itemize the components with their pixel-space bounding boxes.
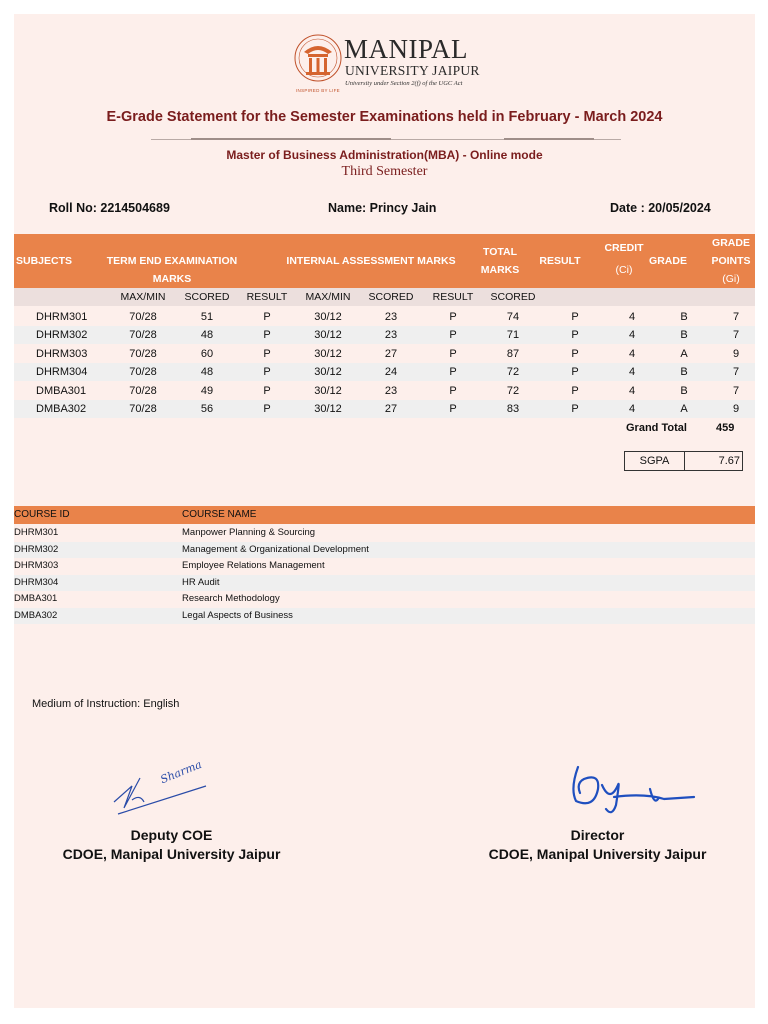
seal-motto: INSPIRED BY LIFE [296,88,340,93]
ia-maxmin-cell: 30/12 [314,384,342,397]
ia-maxmin-cell: 30/12 [314,347,342,360]
subheader-total-scored: SCORED [490,291,536,303]
header-credit: (Ci) [615,264,633,276]
medium-of-instruction: Medium of Instruction: English [32,698,180,710]
marks-row [14,400,755,418]
grade-points-cell: 7 [732,384,740,397]
te-maxmin-cell: 70/28 [129,311,157,323]
grade-statement-sheet [14,14,755,1008]
deputy-coe-signature [110,756,220,826]
roll-number: Roll No: 2214504689 [49,201,170,215]
te-result-cell: P [263,347,271,360]
course-name-cell: Management & Organizational Development [182,543,369,555]
grade-points-cell: 9 [732,403,740,415]
header-grade: GRADE [649,255,687,267]
marks-row [14,345,755,363]
te-scored-cell: 48 [200,366,214,379]
header-total: MARKS [480,264,520,276]
credit-cell: 4 [628,366,636,379]
course-id-cell: DHRM303 [14,560,59,571]
course-name-cell: Legal Aspects of Business [182,609,293,621]
te-scored-cell: 48 [200,329,214,342]
credit-cell: 4 [628,347,636,360]
total-cell: 72 [506,366,520,379]
director-org: CDOE, Manipal University Jaipur [488,846,707,862]
course-row [14,525,755,542]
course-id-cell: DHRM304 [14,576,59,588]
ia-scored-cell: 27 [384,403,398,415]
deputy-coe-block [54,826,289,864]
marks-row [14,382,755,400]
course-id-header: COURSE ID [14,509,70,520]
course-name-cell: Research Methodology [182,593,280,604]
marks-row [14,363,755,381]
te-maxmin-cell: 70/28 [129,403,157,415]
subheader-ia-scored: SCORED [368,291,414,303]
result-cell: P [571,329,579,342]
course-name-header: COURSE NAME [182,509,257,520]
course-row [14,608,755,625]
grade-cell: B [680,329,688,342]
grand-total-value: 459 [716,422,735,434]
ia-result-cell: P [449,329,457,342]
te-scored-cell: 56 [200,403,214,415]
result-cell: P [571,403,579,415]
student-name: Name: Princy Jain [328,201,437,215]
te-scored-cell: 49 [200,384,214,397]
course-id-cell: DHRM302 [14,543,59,555]
grade-points-cell: 9 [732,347,740,360]
page-title: E-Grade Statement for the Semester Examinations held in February - March 2024 [106,109,663,125]
subject-cell: DHRM304 [36,366,88,379]
marks-table-header [14,234,755,288]
programme-name: Master of Business Administration(MBA) - Online mode [226,148,543,162]
ia-maxmin-cell: 30/12 [314,403,342,415]
ia-scored-cell: 23 [384,384,398,397]
result-cell: P [571,366,579,379]
te-result-cell: P [263,366,271,379]
ia-result-cell: P [449,403,457,415]
ia-maxmin-cell: 30/12 [314,366,342,379]
marks-table-subheader [14,288,755,306]
te-maxmin-cell: 70/28 [129,347,157,360]
marks-row [14,326,755,344]
header-term-end: TERM END EXAMINATION MARKS [106,255,238,285]
te-result-cell: P [263,311,271,323]
grade-cell: B [680,311,688,323]
course-id-cell: DMBA302 [14,609,58,621]
course-name-cell: Employee Relations Management [182,560,325,571]
signature-script: Sharma [158,757,204,787]
subject-cell: DHRM302 [36,329,88,342]
course-id-cell: DMBA301 [14,593,58,604]
header-result: RESULT [539,255,581,267]
ia-result-cell: P [449,366,457,379]
logo-tagline: University under Section 2(f) of the UGC Act [345,80,463,87]
header-internal: INTERNAL ASSESSMENT MARKS [286,255,456,267]
university-logo [292,32,512,92]
deputy-coe-org: CDOE, Manipal University Jaipur [62,846,281,862]
logo-wordmark: MANIPAL [344,34,469,64]
ia-scored-cell: 23 [384,329,398,342]
te-maxmin-cell: 70/28 [129,366,157,379]
title-divider-accent [504,138,594,140]
te-scored-cell: 51 [200,311,214,323]
course-name-cell: HR Audit [182,576,220,588]
director-block [480,826,715,864]
grade-cell: B [680,366,688,379]
sgpa-box [624,451,743,471]
grade-cell: A [680,347,688,360]
director-title: Director [570,827,625,843]
subject-cell: DMBA301 [36,384,87,397]
subheader-te-result: RESULT [246,291,288,303]
te-result-cell: P [263,403,271,415]
ia-result-cell: P [449,311,457,323]
header-grade-points: GRADE [712,237,750,249]
result-cell: P [571,311,579,323]
header-credit: CREDIT [604,242,644,254]
ia-result-cell: P [449,347,457,360]
te-maxmin-cell: 70/28 [129,384,157,397]
credit-cell: 4 [628,311,636,323]
grade-points-cell: 7 [732,366,740,379]
grade-cell: B [680,384,688,397]
logo-subtitle: UNIVERSITY JAIPUR [345,63,480,78]
director-signature [554,759,704,819]
semester-label: Third Semester [341,164,428,179]
subject-cell: DHRM303 [36,347,88,360]
total-cell: 87 [506,347,520,360]
header-subjects: SUBJECTS [15,255,72,267]
subheader-te-scored: SCORED [184,291,230,303]
ia-scored-cell: 23 [384,311,398,323]
total-cell: 83 [506,403,520,415]
subheader-te-maxmin: MAX/MIN [120,291,166,303]
te-maxmin-cell: 70/28 [129,329,157,342]
deputy-coe-title: Deputy COE [130,827,213,843]
course-row [14,591,755,608]
header-grade-points: (Gi) [722,273,740,285]
ia-scored-cell: 27 [384,347,398,360]
subject-cell: DHRM301 [36,311,88,323]
course-row [14,542,755,559]
header-grade-points: POINTS [711,255,751,267]
course-row [14,558,755,575]
course-name-cell: Manpower Planning & Sourcing [182,527,316,538]
subject-cell: DMBA302 [36,403,87,415]
ia-result-cell: P [449,384,457,397]
subheader-ia-maxmin: MAX/MIN [305,291,351,303]
course-table-header [14,506,755,524]
sgpa-label: SGPA [625,452,685,470]
total-cell: 72 [506,384,520,397]
result-cell: P [571,384,579,397]
credit-cell: 4 [628,329,636,342]
sgpa-value: 7.67 [718,455,740,467]
grade-cell: A [680,403,688,415]
te-result-cell: P [263,329,271,342]
marks-row [14,308,755,326]
header-total: TOTAL [482,246,518,258]
te-scored-cell: 60 [200,347,214,360]
grade-points-cell: 7 [732,311,740,323]
ia-maxmin-cell: 30/12 [314,329,342,342]
total-cell: 74 [506,311,520,323]
statement-date: Date : 20/05/2024 [610,201,711,215]
credit-cell: 4 [628,403,636,415]
course-id-cell: DHRM301 [14,527,59,538]
ia-scored-cell: 24 [384,366,398,379]
course-row [14,575,755,592]
total-cell: 71 [506,329,520,342]
title-divider-accent [191,138,391,140]
university-seal-icon [292,32,344,84]
subheader-ia-result: RESULT [432,291,474,303]
result-cell: P [571,347,579,360]
grade-points-cell: 7 [732,329,740,342]
grand-total-label: Grand Total [626,422,687,434]
ia-maxmin-cell: 30/12 [314,311,342,323]
te-result-cell: P [263,384,271,397]
credit-cell: 4 [628,384,636,397]
